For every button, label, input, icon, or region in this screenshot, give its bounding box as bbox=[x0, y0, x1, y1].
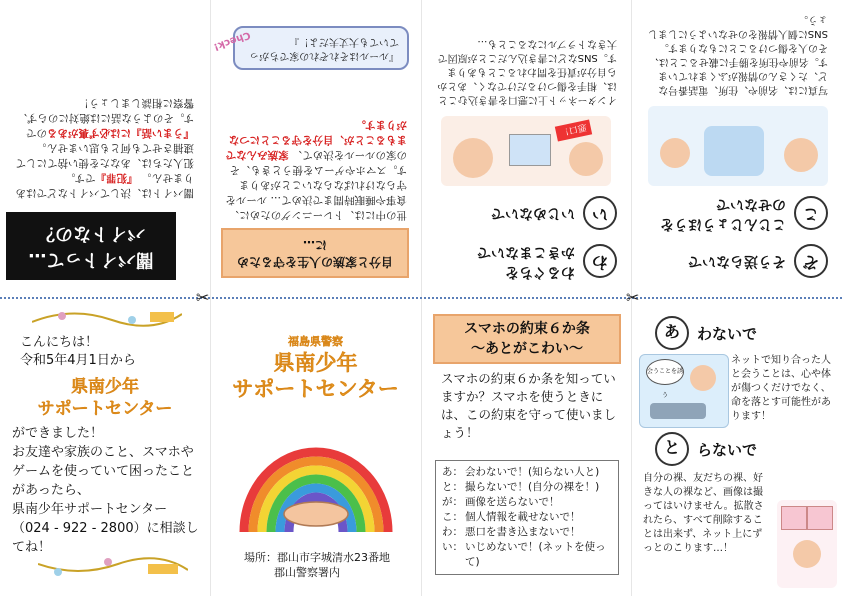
bullying-illustration bbox=[441, 116, 611, 186]
phone-photo-illustration bbox=[777, 500, 837, 588]
rule-row bbox=[442, 525, 612, 540]
yami-body: 闇バイトは、決してバイトなどではありません。 『犯罪』です。 犯人たちは、あなたを使い捨てにして逮捕させても何とも思いません。 『うまい話』には必ず裏があるのです。そのような話には絶対にのらず、警察に相談しましょう！ bbox=[15, 97, 194, 199]
circle-letter-a: あ bbox=[655, 316, 689, 350]
six-rules-heading: スマホの約束６か条 ～あとがこわい～ bbox=[433, 314, 621, 364]
rule-key: が： bbox=[442, 496, 463, 508]
ijime-title: いじめないで bbox=[491, 205, 575, 221]
awanai-title: わないで bbox=[697, 324, 758, 343]
rule-row bbox=[442, 495, 612, 510]
bottom-panel-greeting bbox=[0, 300, 210, 596]
family-rules-heading: 自分と家族の人生を守るために… bbox=[221, 228, 409, 278]
six-rules-intro: スマホの約束６か条を知っていますか？スマホを使うときには、この約束を守って使いましょう！ bbox=[441, 371, 617, 440]
meeting-danger-illustration bbox=[639, 354, 729, 428]
address-block: 場所：郡山市字城清水23番地 郡山警察署内 bbox=[244, 551, 390, 579]
bottom-panel-six-rules bbox=[421, 300, 631, 596]
music-notes-decoration-bottom bbox=[38, 552, 188, 582]
bottom-panel-awanai-toranai bbox=[631, 300, 842, 596]
waruguchi-sticker: 悪口！ bbox=[555, 120, 592, 142]
scissors-icon: ✂ bbox=[196, 288, 210, 307]
rainbow-handshake-illustration bbox=[236, 426, 396, 536]
rule-text: 悪口を書き込まないで！ bbox=[465, 526, 581, 538]
toranai-title: らないで bbox=[697, 440, 758, 459]
rule-text: 個人情報を載せないで！ bbox=[465, 511, 581, 523]
waruguchi-body: インターネット上に悪口を書き込むことは、相手を傷つけるだけでなく、あとから自分が責任を問われることもあります。SNSなどに書き込んだことが原因で大きなトラブルになることも… bbox=[437, 38, 617, 105]
awanai-body: ネットで知り合った人と会うことは、心や体が傷つくだけでなく、命を落とす可能性があります！ bbox=[731, 355, 831, 422]
circle-letter-ko: こ bbox=[794, 196, 828, 230]
sou-title: そう送らないで bbox=[688, 253, 786, 269]
yami-title-line1: 闇バイトって… bbox=[28, 249, 154, 270]
rule-key: わ： bbox=[442, 526, 463, 538]
rule-row bbox=[442, 480, 612, 495]
toranai-body: 自分の裸、友だちの裸、好きな人の裸など、画像は撮ってはいけません。拡散されたら、すべて削除することは出来ず、ネット上にずっとのこります…！ bbox=[643, 473, 764, 554]
kojin-heading bbox=[794, 196, 828, 230]
rule-text: 撮らないで！(自分の裸を！) bbox=[465, 481, 600, 493]
scissors-icon: ✂ bbox=[626, 288, 640, 307]
personal-info-illustration bbox=[648, 106, 828, 186]
cover-logo: 福島県警察 県南少年 サポートセンター bbox=[210, 334, 421, 402]
top-panel-family-rules bbox=[210, 0, 421, 296]
check-mark-icon: Check! bbox=[211, 28, 252, 53]
yami-title bbox=[6, 212, 176, 280]
bottom-panel-cover bbox=[210, 300, 421, 596]
circle-letter-to: と bbox=[655, 432, 689, 466]
kojin-title: こじんじょうほうを のせないで bbox=[660, 196, 786, 232]
greeting-body: ができました！ お友達や家族のこと、スマホやゲームを使っていて困ったことがあったら、 県南少年サポートセンター （024 - 922 - 2800）に相談してね！ bbox=[12, 426, 199, 555]
music-notes-decoration bbox=[32, 304, 182, 334]
top-panel-waruguchi bbox=[421, 0, 631, 296]
family-rules-body: 世の中には、トレーニングのために、食事や睡眠時間まで決めて… ルールを守らなければならないことがあります。スマホやゲームを使うときも、その家のルールを決めて、 家族みんなでまもることが、自分を守ることにつながります。 bbox=[225, 119, 407, 221]
rule-row bbox=[442, 540, 612, 570]
six-rules-list bbox=[435, 460, 619, 575]
family-rules-note: 『ルールはそれぞれの家でちがっていても大丈夫だよ！』 bbox=[233, 26, 409, 70]
cut-line bbox=[0, 297, 842, 299]
circle-letter-wa: わ bbox=[583, 244, 617, 278]
rule-text: 画像を送らないで！ bbox=[465, 496, 560, 508]
center-name-logo: 県南少年 サポートセンター bbox=[37, 377, 173, 419]
circle-letter-i: い bbox=[583, 196, 617, 230]
rule-row bbox=[442, 465, 612, 480]
police-org: 福島県警察 bbox=[288, 335, 343, 348]
rule-key: い： bbox=[442, 541, 463, 553]
toranai-heading bbox=[655, 432, 757, 466]
top-panel-yami-baito bbox=[0, 0, 210, 296]
top-panel-sou-shinai bbox=[631, 0, 842, 296]
sou-heading bbox=[794, 244, 828, 278]
rule-row bbox=[442, 510, 612, 525]
awanai-heading bbox=[655, 316, 757, 350]
rule-key: あ： bbox=[442, 466, 463, 478]
phone-number: （024 - 922 - 2800） bbox=[12, 521, 147, 536]
yami-title-line2: バイトなの？ bbox=[37, 223, 145, 244]
greeting-text: こんにちは！ 令和5年4月1日から bbox=[20, 335, 136, 368]
rule-text: 会わないで！(知らない人と) bbox=[465, 466, 600, 478]
rule-text: いじめないで！(ネットを使って) bbox=[465, 541, 606, 568]
waruguchi-title: わるぐちを かきこまないで bbox=[477, 244, 575, 280]
waruguchi-heading-1 bbox=[583, 244, 617, 278]
rule-key: こ： bbox=[442, 511, 463, 523]
meet-sign: 会うことを誘う bbox=[646, 359, 684, 385]
rule-key: と： bbox=[442, 481, 463, 493]
circle-letter-so: ぞ bbox=[794, 244, 828, 278]
kojin-body: 写真には、名前や、住所、電話番号など、たくさんの情報がふくまれています。名前や住所を勝手に載せることは、その人を傷つけることにもなります。SNSに個人情報をのせないようにしましょう。 bbox=[647, 14, 828, 95]
rules-table bbox=[442, 465, 612, 570]
ijime-heading bbox=[583, 196, 617, 230]
